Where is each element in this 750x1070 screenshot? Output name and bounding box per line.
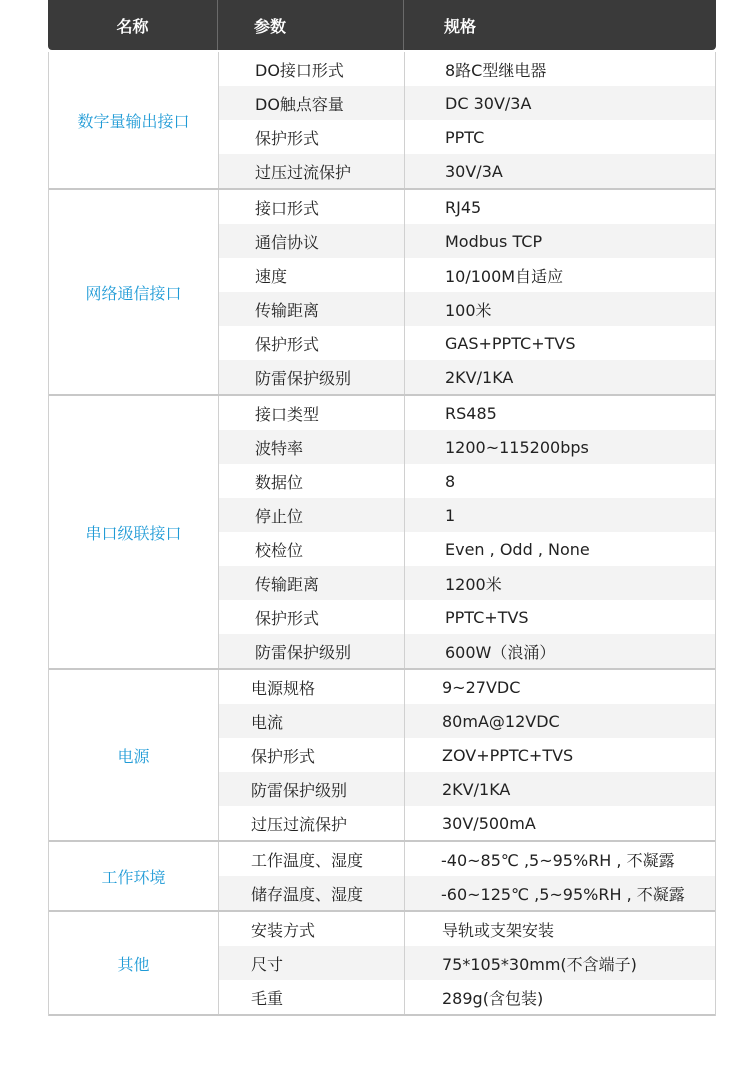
table-row — [219, 532, 715, 566]
group-name: 网络通信接口 — [49, 190, 219, 394]
param-cell: 停止位 — [219, 498, 405, 532]
spec-cell: PPTC — [445, 127, 485, 147]
group-name: 其他 — [49, 912, 219, 1014]
table-row — [219, 912, 715, 946]
table-row — [219, 224, 715, 258]
spec-cell: 2KV/1KA — [445, 367, 514, 387]
table-row — [219, 86, 715, 120]
spec-cell: 600W（浪涌） — [445, 642, 556, 662]
spec-cell: 1 — [445, 505, 456, 525]
table-row — [219, 360, 715, 394]
param-cell: 保护形式 — [219, 600, 405, 634]
table-row — [219, 806, 715, 840]
param-cell: 接口形式 — [219, 190, 405, 224]
table-row — [219, 120, 715, 154]
param-cell: 保护形式 — [219, 120, 405, 154]
param-cell: 保护形式 — [219, 326, 405, 360]
param-cell: DO触点容量 — [219, 86, 405, 120]
table-row — [219, 738, 715, 772]
param-cell: 传输距离 — [219, 566, 405, 600]
spec-cell: -40~85℃ ,5~95%RH , 不凝露 — [441, 850, 675, 870]
table-row — [219, 704, 715, 738]
table-header — [48, 0, 716, 50]
group-digital-output — [49, 52, 715, 190]
table-row — [219, 430, 715, 464]
spec-cell: ZOV+PPTC+TVS — [442, 745, 574, 765]
spec-cell: RJ45 — [445, 197, 482, 217]
spec-cell: 8 — [445, 471, 456, 491]
spec-table — [48, 0, 716, 1016]
param-cell: 保护形式 — [219, 738, 405, 772]
param-cell: 工作温度、湿度 — [219, 842, 405, 876]
table-row — [219, 946, 715, 980]
spec-cell: Even , Odd , None — [445, 539, 590, 559]
param-cell: 数据位 — [219, 464, 405, 498]
spec-cell: 1200米 — [445, 574, 502, 594]
table-body — [48, 52, 716, 1016]
table-row — [219, 980, 715, 1014]
spec-cell: 10/100M自适应 — [445, 266, 564, 286]
param-cell: 过压过流保护 — [219, 154, 405, 188]
spec-cell: 100米 — [445, 300, 492, 320]
spec-cell: 80mA@12VDC — [442, 711, 560, 731]
spec-cell: Modbus TCP — [445, 231, 543, 251]
param-cell: 通信协议 — [219, 224, 405, 258]
group-name: 串口级联接口 — [49, 396, 219, 668]
spec-cell: 289g(含包装) — [442, 988, 544, 1008]
header-spec: 规格 — [444, 16, 477, 36]
param-cell: 速度 — [219, 258, 405, 292]
group-network — [49, 190, 715, 396]
table-row — [219, 292, 715, 326]
table-row — [219, 566, 715, 600]
table-row — [219, 842, 715, 876]
param-cell: 电源规格 — [219, 670, 405, 704]
param-cell: 尺寸 — [219, 946, 405, 980]
param-cell: 过压过流保护 — [219, 806, 405, 840]
spec-cell: 30V/500mA — [442, 813, 536, 833]
spec-cell: DC 30V/3A — [445, 93, 532, 113]
spec-cell: 75*105*30mm(不含端子) — [442, 954, 637, 974]
table-row — [219, 154, 715, 188]
table-row — [219, 258, 715, 292]
header-name: 名称 — [48, 0, 218, 50]
param-cell: 防雷保护级别 — [219, 360, 405, 394]
table-row — [219, 498, 715, 532]
group-other — [49, 912, 715, 1016]
param-cell: 电流 — [219, 704, 405, 738]
group-name: 电源 — [49, 670, 219, 840]
table-row — [219, 670, 715, 704]
spec-cell: 1200~115200bps — [445, 437, 589, 457]
table-row — [219, 464, 715, 498]
spec-cell: -60~125℃ ,5~95%RH , 不凝露 — [441, 884, 685, 904]
table-row — [219, 326, 715, 360]
param-cell: 储存温度、湿度 — [219, 876, 405, 910]
spec-cell: PPTC+TVS — [445, 607, 529, 627]
spec-cell: GAS+PPTC+TVS — [445, 333, 576, 353]
spec-cell: 8路C型继电器 — [445, 60, 547, 80]
param-cell: 波特率 — [219, 430, 405, 464]
param-cell: DO接口形式 — [219, 52, 405, 86]
table-row — [219, 772, 715, 806]
param-cell: 防雷保护级别 — [219, 772, 405, 806]
param-cell: 接口类型 — [219, 396, 405, 430]
param-cell: 校检位 — [219, 532, 405, 566]
spec-cell: 2KV/1KA — [442, 779, 511, 799]
spec-cell: 导轨或支架安装 — [442, 920, 555, 940]
group-serial — [49, 396, 715, 670]
param-cell: 安装方式 — [219, 912, 405, 946]
table-row — [219, 876, 715, 910]
param-cell: 防雷保护级别 — [219, 634, 405, 668]
group-name: 工作环境 — [49, 842, 219, 910]
header-param: 参数 — [218, 0, 404, 50]
spec-cell: RS485 — [445, 403, 497, 423]
table-row — [219, 52, 715, 86]
group-power — [49, 670, 715, 842]
table-row — [219, 190, 715, 224]
param-cell: 传输距离 — [219, 292, 405, 326]
table-row — [219, 634, 715, 668]
group-environment — [49, 842, 715, 912]
param-cell: 毛重 — [219, 980, 405, 1014]
group-name: 数字量输出接口 — [49, 52, 219, 188]
table-row — [219, 600, 715, 634]
spec-cell: 9~27VDC — [442, 677, 521, 697]
table-row — [219, 396, 715, 430]
spec-cell: 30V/3A — [445, 161, 503, 181]
